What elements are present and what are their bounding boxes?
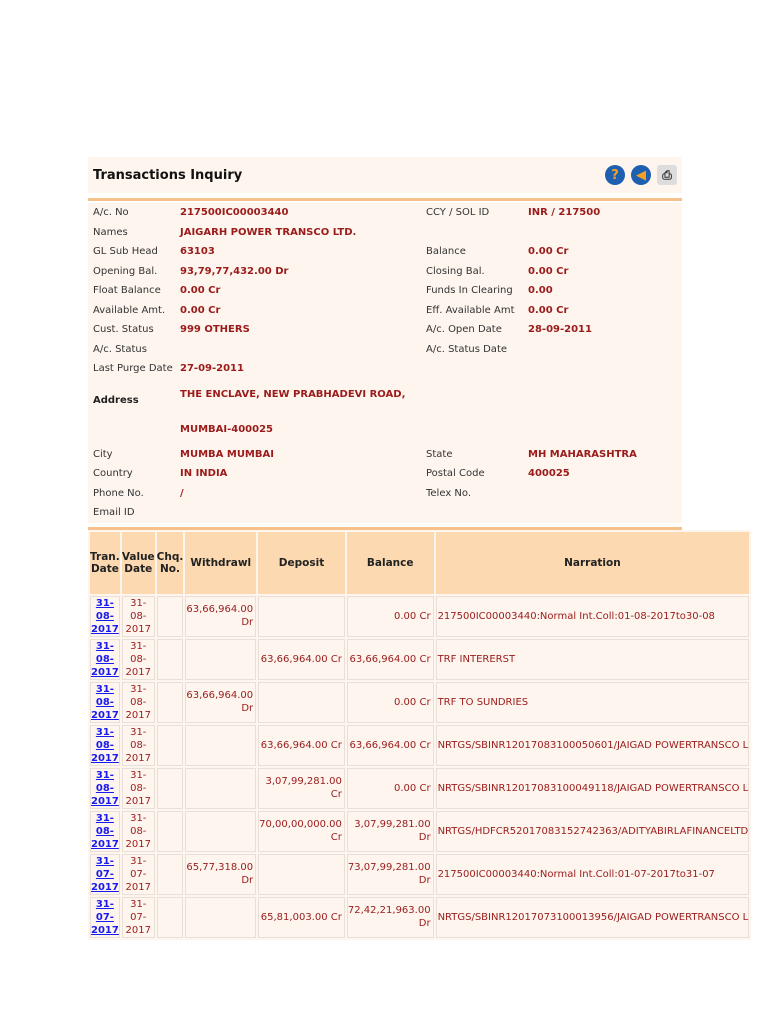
info-row — [88, 464, 682, 484]
balance-cell: 0.00 Cr — [347, 596, 434, 637]
deposit-cell: 63,66,964.00 Cr — [258, 639, 345, 680]
tran-date-link[interactable]: 31-08-2017 — [91, 640, 119, 678]
field-value: IN INDIA — [180, 468, 228, 480]
value-date-cell: 31-08-2017 — [122, 768, 155, 809]
balance-cell: 0.00 Cr — [347, 682, 434, 723]
field-label: Cust. Status — [93, 324, 154, 336]
withdrawal-cell — [185, 768, 256, 809]
field-value: MUMBA MUMBAI — [180, 448, 274, 460]
cheque-no-cell — [157, 639, 184, 680]
info-row — [88, 445, 682, 465]
table-row — [90, 596, 749, 637]
field-label: State — [426, 448, 453, 460]
field-value: 63103 — [180, 246, 215, 258]
withdrawal-cell: 65,77,318.00 Dr — [185, 854, 256, 895]
field-value: MH MAHARASHTRA — [528, 448, 637, 460]
field-label: Names — [93, 226, 128, 238]
narration-cell: NRTGS/SBINR12017083100049118/JAIGAD POWERTRANSCO L — [436, 768, 750, 809]
account-details — [88, 203, 682, 379]
field-value: 0.00 Cr — [528, 265, 569, 277]
withdrawal-cell: 63,66,964.00 Dr — [185, 596, 256, 637]
value-date-cell: 31-08-2017 — [122, 639, 155, 680]
tran-date-link[interactable]: 31-08-2017 — [91, 726, 119, 764]
column-header: Balance — [347, 532, 434, 594]
field-label: Available Amt. — [93, 304, 166, 316]
column-header: Chq. No. — [157, 532, 184, 594]
deposit-cell — [258, 596, 345, 637]
value-date-cell: 31-08-2017 — [122, 682, 155, 723]
field-label: Float Balance — [93, 285, 161, 297]
withdrawal-cell — [185, 897, 256, 938]
info-row — [88, 223, 682, 243]
cheque-no-cell — [157, 768, 184, 809]
deposit-cell: 63,66,964.00 Cr — [258, 725, 345, 766]
balance-cell: 73,07,99,281.00 Dr — [347, 854, 434, 895]
field-value: 217500IC00003440 — [180, 207, 289, 219]
value-date-cell: 31-07-2017 — [122, 897, 155, 938]
narration-cell: NRTGS/SBINR12017083100050601/JAIGAD POWERTRANSCO L — [436, 725, 750, 766]
column-header: Tran. Date — [90, 532, 120, 594]
field-label: Postal Code — [426, 468, 485, 480]
cheque-no-cell — [157, 725, 184, 766]
value-date-cell: 31-07-2017 — [122, 854, 155, 895]
info-row — [88, 301, 682, 321]
info-row — [88, 359, 682, 379]
field-value: 400025 — [528, 468, 570, 480]
field-value: INR / 217500 — [528, 207, 601, 219]
field-label: Balance — [426, 246, 466, 258]
info-row — [88, 262, 682, 282]
address-line2: MUMBAI-400025 — [180, 423, 274, 435]
field-value: 0.00 — [528, 285, 553, 297]
deposit-cell: 65,81,003.00 Cr — [258, 897, 345, 938]
tran-date-link[interactable]: 31-08-2017 — [91, 769, 119, 807]
column-header: Deposit — [258, 532, 345, 594]
panel-header — [88, 157, 682, 193]
column-header: Withdrawl — [185, 532, 256, 594]
info-row — [88, 340, 682, 360]
address-row — [88, 379, 682, 445]
cheque-no-cell — [157, 854, 184, 895]
balance-cell: 72,42,21,963.00 Dr — [347, 897, 434, 938]
field-label: Email ID — [93, 507, 135, 519]
divider — [88, 198, 682, 201]
tran-date-cell — [90, 639, 120, 680]
contact-details — [88, 445, 682, 523]
tran-date-link[interactable]: 31-08-2017 — [91, 683, 119, 721]
info-row — [88, 281, 682, 301]
withdrawal-cell: 63,66,964.00 Dr — [185, 682, 256, 723]
field-label: Country — [93, 468, 133, 480]
page-title: Transactions Inquiry — [93, 167, 243, 183]
field-label: A/c. Open Date — [426, 324, 502, 336]
balance-cell: 0.00 Cr — [347, 768, 434, 809]
field-label: Eff. Available Amt — [426, 304, 515, 316]
info-row — [88, 320, 682, 340]
field-value: 27-09-2011 — [180, 363, 244, 375]
deposit-cell — [258, 854, 345, 895]
deposit-cell: 70,00,00,000.00 Cr — [258, 811, 345, 852]
tran-date-cell — [90, 725, 120, 766]
field-label: Closing Bal. — [426, 265, 485, 277]
withdrawal-cell — [185, 725, 256, 766]
field-label: A/c. No — [93, 207, 129, 219]
field-value: 999 OTHERS — [180, 324, 250, 336]
balance-cell: 63,66,964.00 Cr — [347, 725, 434, 766]
column-header: Value Date — [122, 532, 155, 594]
field-label: A/c. Status — [93, 343, 147, 355]
field-label: CCY / SOL ID — [426, 207, 490, 219]
address-line1: THE ENCLAVE, NEW PRABHADEVI ROAD, — [180, 388, 406, 400]
field-label: Phone No. — [93, 487, 144, 499]
column-header: Narration — [436, 532, 750, 594]
print-icon[interactable]: ⎙ — [657, 165, 677, 185]
tran-date-cell — [90, 596, 120, 637]
tran-date-cell — [90, 768, 120, 809]
tran-date-cell — [90, 811, 120, 852]
field-value: / — [180, 487, 184, 499]
address-label: Address — [93, 394, 139, 406]
cheque-no-cell — [157, 811, 184, 852]
transactions-table — [88, 530, 751, 940]
tran-date-link[interactable]: 31-07-2017 — [91, 898, 119, 936]
cheque-no-cell — [157, 682, 184, 723]
field-label: Telex No. — [426, 487, 472, 499]
tran-date-cell — [90, 897, 120, 938]
deposit-cell — [258, 682, 345, 723]
balance-cell: 3,07,99,281.00 Dr — [347, 811, 434, 852]
tran-date-link[interactable]: 31-07-2017 — [91, 855, 119, 893]
cheque-no-cell — [157, 897, 184, 938]
table-row — [90, 725, 749, 766]
info-row — [88, 242, 682, 262]
deposit-cell: 3,07,99,281.00 Cr — [258, 768, 345, 809]
table-row — [90, 682, 749, 723]
back-icon[interactable]: ◀ — [631, 165, 651, 185]
field-label: Funds In Clearing — [426, 285, 513, 297]
tran-date-cell — [90, 854, 120, 895]
field-value: JAIGARH POWER TRANSCO LTD. — [180, 226, 357, 238]
field-value: 28-09-2011 — [528, 324, 592, 336]
info-row — [88, 484, 682, 504]
field-value: 93,79,77,432.00 Dr — [180, 265, 289, 277]
table-row — [90, 897, 749, 938]
value-date-cell: 31-08-2017 — [122, 596, 155, 637]
field-label: GL Sub Head — [93, 246, 158, 258]
field-value: 0.00 Cr — [180, 285, 221, 297]
field-value: 0.00 Cr — [180, 304, 221, 316]
field-label: City — [93, 448, 113, 460]
narration-cell: 217500IC00003440:Normal Int.Coll:01-07-2017to31-07 — [436, 854, 750, 895]
withdrawal-cell — [185, 811, 256, 852]
field-label: Opening Bal. — [93, 265, 158, 277]
narration-cell: TRF INTERERST — [436, 639, 750, 680]
narration-cell: TRF TO SUNDRIES — [436, 682, 750, 723]
transactions-panel — [88, 157, 749, 940]
narration-cell: NRTGS/HDFCR52017083152742363/ADITYABIRLAFINANCELTD — [436, 811, 750, 852]
value-date-cell: 31-08-2017 — [122, 725, 155, 766]
value-date-cell: 31-08-2017 — [122, 811, 155, 852]
tran-date-cell — [90, 682, 120, 723]
field-value: 0.00 Cr — [528, 304, 569, 316]
field-value: 0.00 Cr — [528, 246, 569, 258]
withdrawal-cell — [185, 639, 256, 680]
field-label: A/c. Status Date — [426, 343, 508, 355]
table-row — [90, 811, 749, 852]
tran-date-link[interactable]: 31-08-2017 — [91, 812, 119, 850]
field-label: Last Purge Date — [93, 363, 173, 375]
cheque-no-cell — [157, 596, 184, 637]
info-row — [88, 503, 682, 523]
narration-cell: 217500IC00003440:Normal Int.Coll:01-08-2017to30-08 — [436, 596, 750, 637]
table-row — [90, 768, 749, 809]
help-icon[interactable]: ? — [605, 165, 625, 185]
balance-cell: 63,66,964.00 Cr — [347, 639, 434, 680]
info-row — [88, 203, 682, 223]
table-row — [90, 854, 749, 895]
table-row — [90, 639, 749, 680]
tran-date-link[interactable]: 31-08-2017 — [91, 597, 119, 635]
narration-cell: NRTGS/SBINR12017073100013956/JAIGAD POWERTRANSCO L — [436, 897, 750, 938]
